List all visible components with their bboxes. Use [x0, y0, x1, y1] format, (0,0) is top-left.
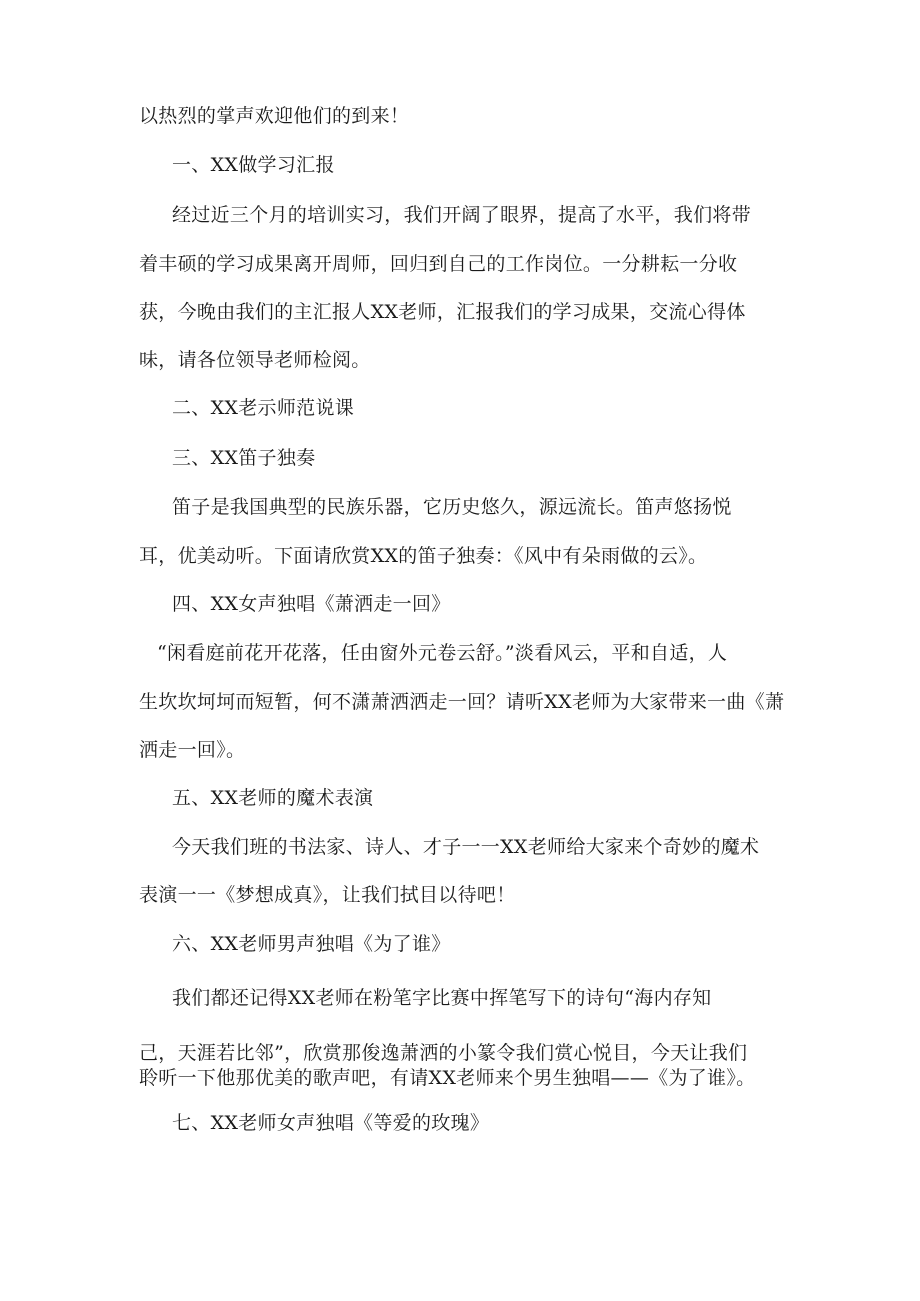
paragraph-line: 聆听一下他那优美的歌声吧，有请XX老师来个男生独唱——《为了谁》。 [139, 1067, 756, 1089]
paragraph-line: 我们都还记得XX老师在粉笔字比赛中挥笔写下的诗句“海内存知 [172, 987, 712, 1009]
paragraph-line: 获，今晚由我们的主汇报人XX老师，汇报我们的学习成果，交流心得体 [139, 301, 746, 323]
paragraph-line: 今天我们班的书法家、诗人、才子一一XX老师给大家来个奇妙的魔术 [172, 836, 760, 858]
section-heading-5: 五、XX老师的魔术表演 [172, 787, 374, 809]
section-heading-2: 二、XX老示师范说课 [172, 397, 355, 419]
section-heading-4: 四、XX女声独唱《萧洒走一回》 [172, 593, 451, 615]
text-line-closing-welcome: 以热烈的掌声欢迎他们的到来！ [139, 105, 410, 127]
paragraph-line: 经过近三个月的培训实习，我们开阔了眼界，提高了水平，我们将带 [172, 204, 752, 226]
section-heading-6: 六、XX老师男声独唱《为了谁》 [172, 933, 451, 955]
section-heading-3: 三、XX笛子独奏 [172, 447, 316, 469]
paragraph-line: 洒走一回》。 [139, 739, 246, 761]
paragraph-line: 笛子是我国典型的民族乐器，它历史悠久，源远流长。笛声悠扬悦 [172, 496, 732, 518]
section-heading-1: 一、XX做学习汇报 [172, 154, 335, 176]
paragraph-line: 己，天涯若比邻”，欣赏那俊逸萧洒的小篆令我们赏心悦目，今天让我们 [139, 1042, 748, 1064]
paragraph-line: 耳，优美动听。下面请欣赏XX的笛子独奏：《风中有朵雨做的云》。 [139, 545, 708, 567]
paragraph-line: 表演一一《梦想成真》，让我们拭目以待吧！ [139, 884, 516, 906]
paragraph-line: 生坎坎坷坷而短暂，何不潇萧洒洒走一回？请听XX老师为大家带来一曲《萧 [139, 691, 785, 713]
section-heading-7: 七、XX老师女声独唱《等爱的玫瑰》 [172, 1112, 490, 1134]
paragraph-line: “闲看庭前花开花落，任由窗外元卷云舒。”淡看风云，平和自适，人 [157, 642, 728, 664]
paragraph-line: 着丰硕的学习成果离开周师，回归到自己的工作岗位。一分耕耘一分收 [139, 253, 738, 275]
paragraph-line: 味，请各位领导老师检阅。 [139, 349, 371, 371]
